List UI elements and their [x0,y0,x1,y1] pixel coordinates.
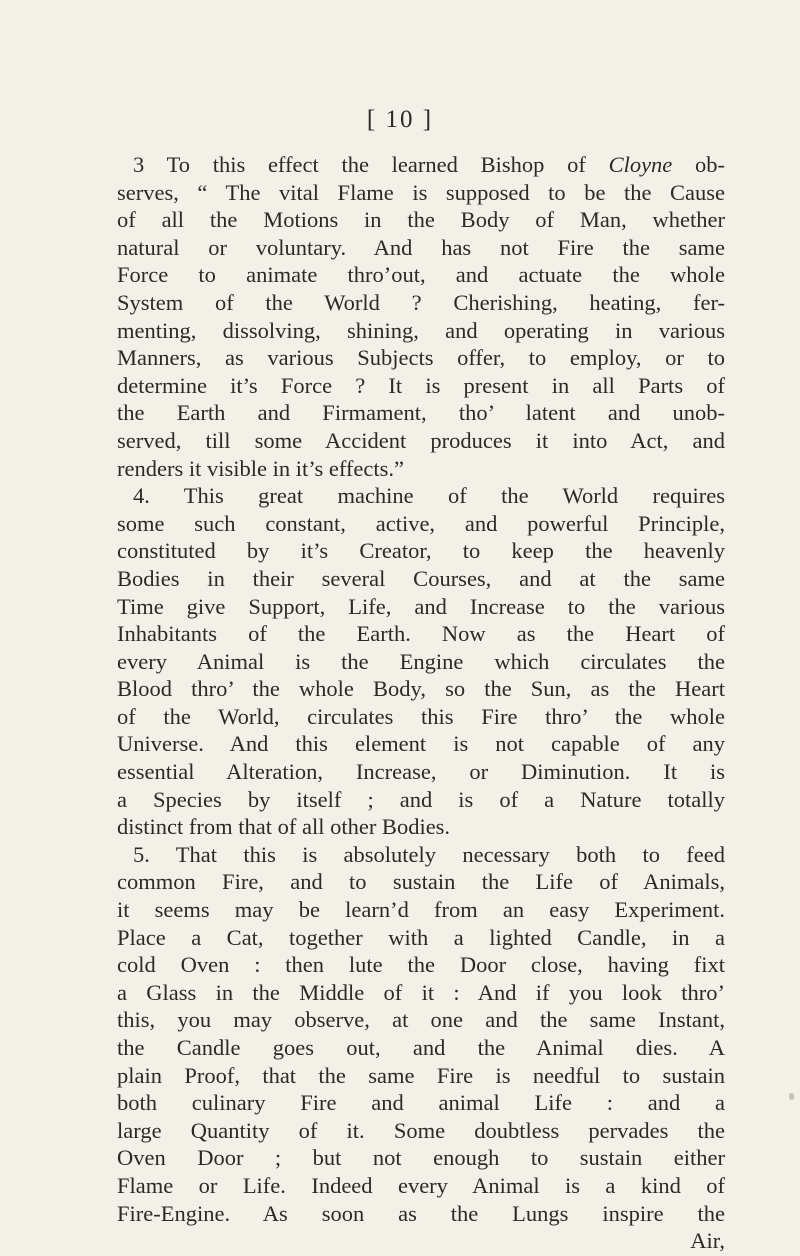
text-line: served, till some Accident produces it into Act, and [117,427,725,453]
text-line: Manners, as various Subjects offer, to employ, or to [117,345,725,371]
text-line: System of the World ? Cherishing, heating, fer- [117,289,725,315]
text-line: some such constant, active, and powerful Principle, [117,510,725,536]
text-line: it seems may be learn’d from an easy Experiment. [117,897,725,923]
text-line: common Fire, and to sustain the Life of Animals, [117,869,725,895]
italic-name: Cloyne [608,152,673,177]
text-line: Inhabitants of the Earth. Now as the Heart of [117,621,725,647]
margin-spot [789,1093,794,1100]
text-line: plain Proof, that the same Fire is needful to sustain [117,1062,725,1088]
body-text [117,151,725,1255]
page-number: [ 10 ] [366,106,434,133]
text-line: both culinary Fire and animal Life : and a [117,1090,725,1116]
text-line: cold Oven : then lute the Door close, having fixt [117,952,725,978]
text-line: constituted by it’s Creator, to keep the heavenly [117,538,725,564]
text-line: a Species by itself ; and is of a Nature totally [117,786,725,812]
text-line: every Animal is the Engine which circulates the [117,648,725,674]
text-line: the Earth and Firmament, tho’ latent and unob- [117,400,725,426]
text-line: the Candle goes out, and the Animal dies. A [117,1035,725,1060]
text-line: 4. This great machine of the World requires [133,483,725,509]
text-line: Blood thro’ the whole Body, so the Sun, as the Heart [117,676,725,702]
text-line [117,151,725,179]
catchword: Air, [690,1228,725,1254]
text-line: renders it visible in it’s effects.” [117,455,405,481]
text-line: a Glass in the Middle of it : And if you look thro’ [117,979,725,1005]
text-line: Bodies in their several Courses, and at the same [117,565,725,591]
text-line: of all the Motions in the Body of Man, whether [117,207,725,233]
text-line: Time give Support, Life, and Increase to the various [117,593,725,619]
text-line: Oven Door ; but not enough to sustain either [117,1145,725,1171]
text-line: menting, dissolving, shining, and operating in various [117,317,725,343]
text-line: essential Alteration, Increase, or Diminution. It is [117,759,725,785]
text-line: Force to animate thro’out, and actuate the whole [117,262,725,288]
text-line: serves, “ The vital Flame is supposed to be the Cause [117,179,725,205]
text-line: Fire-Engine. As soon as the Lungs inspire the [117,1200,725,1226]
line-text: ob- [695,152,726,177]
text-line: distinct from that of all other Bodies. [117,814,451,840]
text-line: Flame or Life. Indeed every Animal is a kind of [117,1172,725,1198]
text-line: Place a Cat, together with a lighted Candle, in a [117,924,725,950]
text-line: large Quantity of it. Some doubtless pervades the [117,1117,725,1143]
text-line: Universe. And this element is not capable of any [117,731,725,757]
line-text: 3 To this effect the learned Bishop of [133,152,586,177]
text-line: of the World, circulates this Fire thro’ the whole [117,703,725,729]
text-line: natural or voluntary. And has not Fire the same [117,234,725,260]
text-line: determine it’s Force ? It is present in all Parts of [117,372,725,398]
text-line: 5. That this is absolutely necessary both to feed [133,841,725,867]
text-line: this, you may observe, at one and the same Instant, [117,1007,725,1033]
